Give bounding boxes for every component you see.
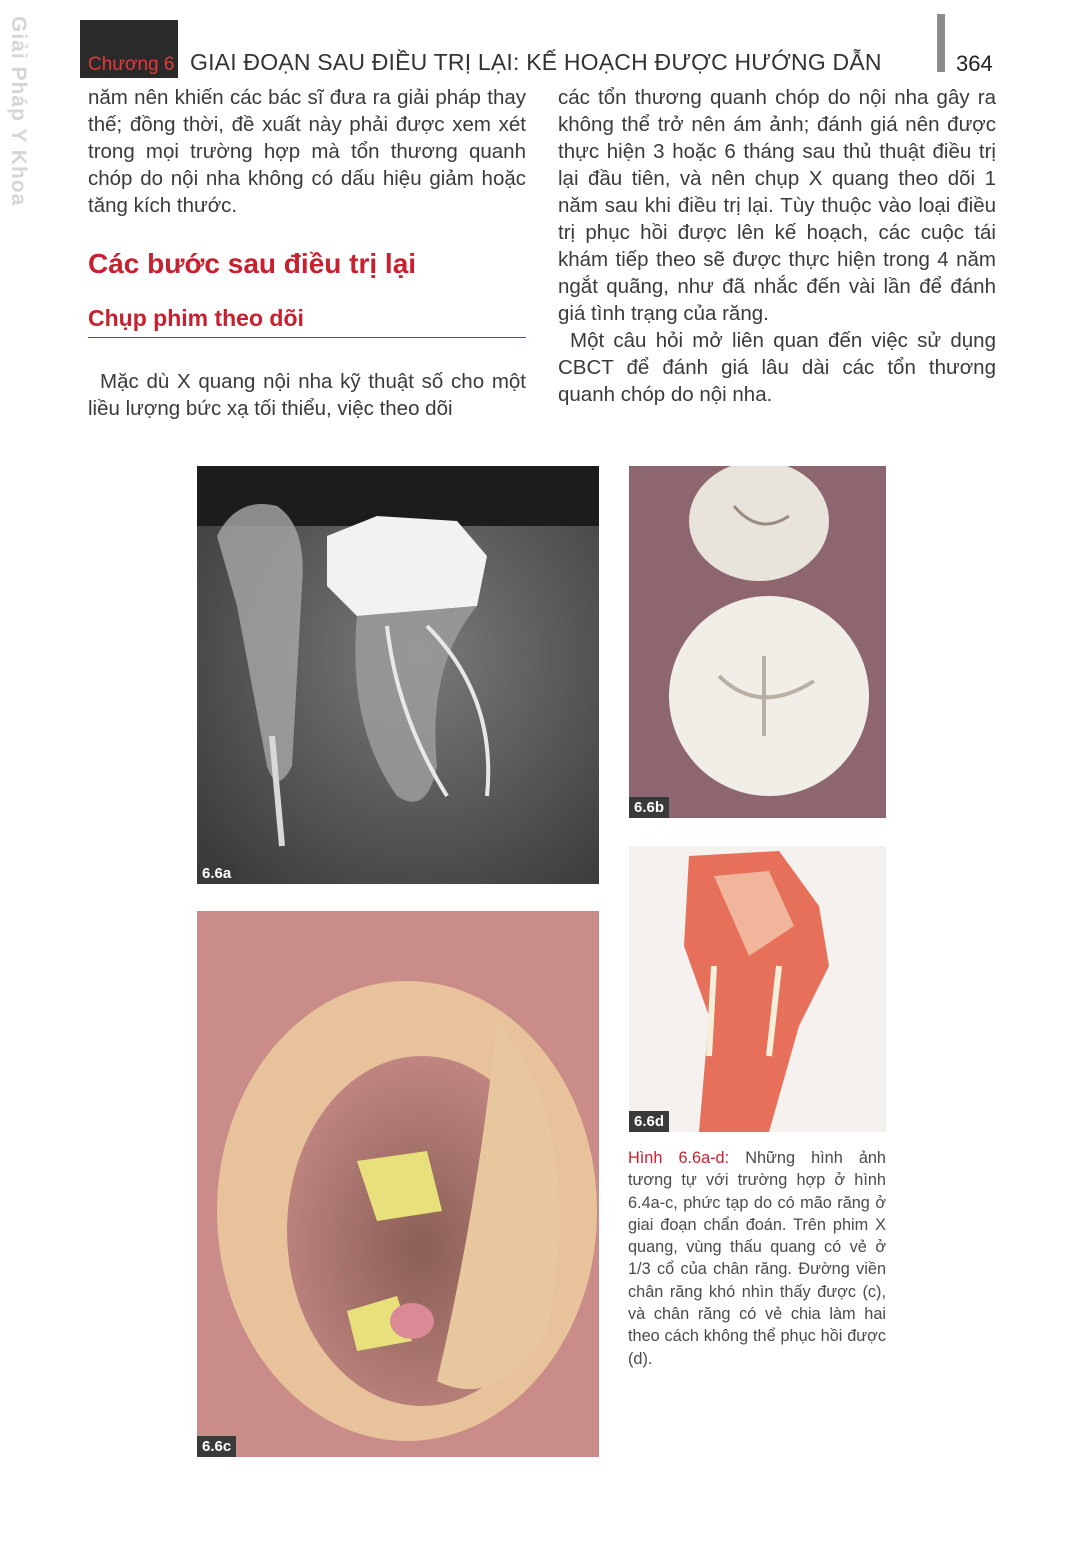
figure-caption bbox=[628, 1147, 886, 1370]
left-column bbox=[88, 84, 526, 422]
right-paragraph-1: các tổn thương quanh chóp do nội nha gây ra không thể trở nên ám ảnh; đánh giá nên được thực hiện 3 hoặc 6 tháng sau thủ thuật điều trị lại đầu tiên, và nên chụp X quang theo dõi 1 năm sau khi điều trị lại. Tùy thuộc vào loại điều trị phục hồi được lên kế hoạch, các cuộc tái khám tiếp theo sẽ được thực hiện trong 4 năm ngắt quãng, như đã nhắc đến vài lần để đánh giá tình trạng của răng. bbox=[558, 86, 996, 325]
right-paragraph-2: Một câu hỏi mở liên quan đến việc sử dụng CBCT để đánh giá lâu dài các tổn thương quanh chóp do nội nha. bbox=[558, 329, 996, 406]
header-title: GIAI ĐOẠN SAU ĐIỀU TRỊ LẠI: KẾ HOẠCH ĐƯỢC HƯỚNG DẪN bbox=[190, 49, 882, 75]
figure-label-a: 6.6a bbox=[197, 863, 236, 884]
crowns-image bbox=[629, 466, 886, 818]
chapter-box bbox=[80, 20, 178, 78]
extracted-root-image bbox=[629, 846, 886, 1132]
figure-6-6b-crowns bbox=[629, 466, 886, 818]
radiograph-image bbox=[197, 466, 599, 884]
page-number: 364 bbox=[956, 51, 993, 76]
figure-label-b: 6.6b bbox=[629, 797, 669, 818]
section-heading: Các bước sau điều trị lại bbox=[88, 248, 417, 279]
figure-label-d: 6.6d bbox=[629, 1111, 669, 1132]
figure-6-6c-access-cavity bbox=[197, 911, 599, 1457]
subsection-heading: Chụp phim theo dõi bbox=[88, 303, 526, 338]
chapter-label: Chương 6 bbox=[88, 54, 175, 75]
right-column bbox=[558, 84, 996, 408]
caption-label: Hình 6.6a-d: bbox=[628, 1149, 730, 1167]
left-paragraph-2: Mặc dù X quang nội nha kỹ thuật số cho một liều lượng bức xạ tối thiểu, việc theo dõi bbox=[88, 370, 526, 420]
figure-label-c: 6.6c bbox=[197, 1436, 236, 1457]
side-watermark: Giải Pháp Y Khoa bbox=[7, 16, 30, 207]
figure-6-6d-extracted-root bbox=[629, 846, 886, 1132]
caption-text: Những hình ảnh tương tự với trường hợp ở hình 6.4a-c, phức tạp do có mão răng ở giai đoạn chẩn đoán. Trên phim X quang, vùng thấu quang có vẻ ở 1/3 cổ của chân răng. Đường viền chân răng khó nhìn thấy được (c), và chân răng có vẻ chia làm hai theo cách không thể phục hồi được (d). bbox=[628, 1149, 886, 1368]
access-cavity-image bbox=[197, 911, 599, 1457]
header-divider bbox=[937, 14, 945, 72]
left-paragraph-1: năm nên khiến các bác sĩ đưa ra giải pháp thay thế; đồng thời, đề xuất này phải được xem xét trong mọi trường hợp mà tổn thương quanh chóp do nội nha không có dấu hiệu giảm hoặc tăng kích thước. bbox=[88, 86, 526, 217]
figure-6-6a-radiograph bbox=[197, 466, 599, 884]
